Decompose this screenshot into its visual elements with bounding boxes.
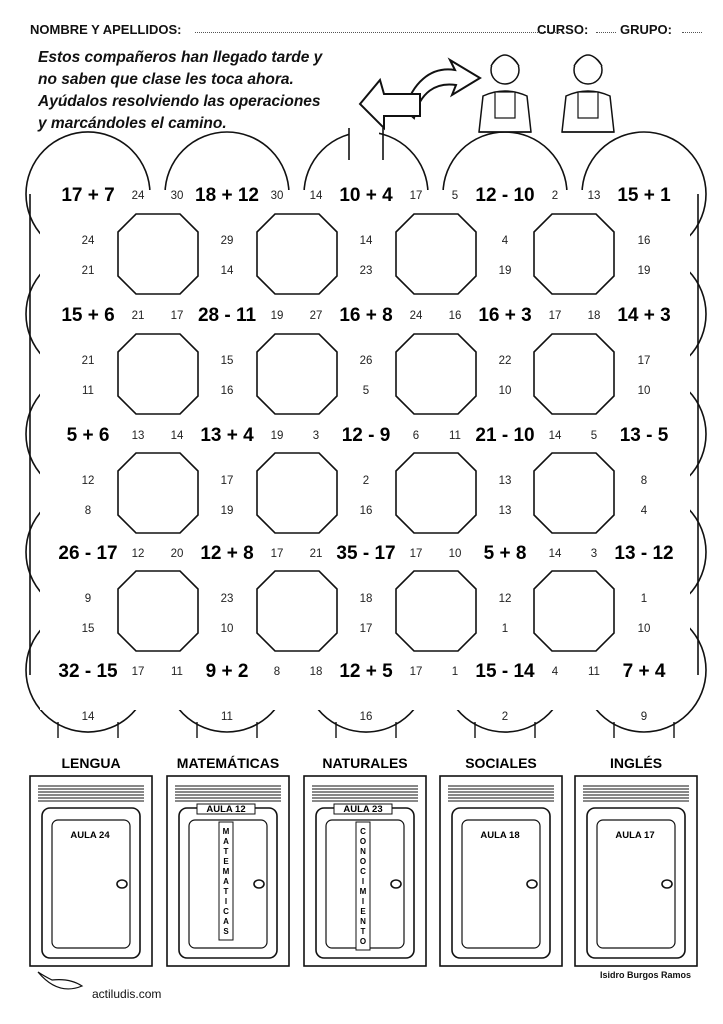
maze-wall — [118, 334, 198, 414]
answer-number: 9 — [84, 593, 92, 605]
vertical-letter: E — [223, 857, 229, 866]
vertical-letter: A — [223, 917, 229, 926]
answer-number: 9 — [640, 711, 648, 723]
answer-number: 14 — [220, 265, 234, 277]
answer-number: 12 — [81, 475, 95, 487]
answer-number: 5 — [590, 430, 598, 442]
maze-wall — [257, 571, 337, 651]
answer-number: 10 — [220, 623, 234, 635]
vertical-letter: A — [223, 837, 229, 846]
answer-number: 23 — [220, 593, 234, 605]
top-plate-label: AULA 23 — [343, 804, 383, 815]
answer-number: 16 — [448, 310, 462, 322]
operation-label: 12 - 9 — [341, 425, 391, 446]
answer-number: 4 — [501, 235, 509, 247]
group-label: GRUPO: — [620, 22, 672, 37]
door-subject-label: MATEMÁTICAS — [176, 755, 280, 771]
answer-number: 13 — [131, 430, 145, 442]
vertical-letter: I — [361, 877, 365, 886]
vertical-letter: T — [223, 887, 229, 896]
answer-number: 13 — [498, 475, 512, 487]
answer-number: 17 — [359, 623, 373, 635]
answer-number: 17 — [409, 190, 423, 202]
answer-number: 19 — [220, 505, 234, 517]
girl-student-icon — [562, 55, 614, 132]
top-plate-label: AULA 12 — [206, 804, 246, 815]
operation-label: 32 - 15 — [58, 661, 118, 682]
answer-number: 18 — [359, 593, 373, 605]
answer-number: 17 — [409, 548, 423, 560]
answer-number: 5 — [362, 385, 370, 397]
answer-number: 24 — [131, 190, 145, 202]
site-credit: actiludis.com — [92, 987, 162, 1001]
answer-number: 4 — [551, 666, 559, 678]
maze-wall — [534, 334, 614, 414]
answer-number: 19 — [270, 310, 284, 322]
answer-number: 21 — [131, 310, 145, 322]
answer-number: 10 — [448, 548, 462, 560]
maze-wall — [396, 571, 476, 651]
operation-label: 13 - 5 — [619, 425, 669, 446]
door-knob-icon — [117, 880, 127, 888]
answer-number: 2 — [362, 475, 370, 487]
door-room-label: AULA 18 — [480, 830, 520, 841]
answer-number: 12 — [498, 593, 512, 605]
answer-number: 17 — [131, 666, 145, 678]
door-subject-label: NATURALES — [322, 755, 408, 771]
vertical-letter: M — [359, 887, 367, 896]
operation-label: 13 + 4 — [200, 425, 254, 446]
operation-label: 10 + 4 — [339, 185, 393, 206]
answer-number: 29 — [220, 235, 234, 247]
answer-number: 14 — [359, 235, 373, 247]
answer-number: 11 — [449, 430, 461, 442]
door-subject-label: LENGUA — [61, 755, 121, 771]
operation-label: 13 - 12 — [614, 543, 674, 564]
maze-wall — [534, 214, 614, 294]
answer-number: 22 — [498, 355, 512, 367]
operation-label: 5 + 8 — [483, 543, 527, 564]
answer-number: 18 — [587, 310, 601, 322]
door-subject-label: SOCIALES — [465, 755, 537, 771]
answer-number: 5 — [451, 190, 459, 202]
operation-label: 35 - 17 — [336, 543, 396, 564]
answer-number: 15 — [81, 623, 95, 635]
answer-number: 16 — [220, 385, 234, 397]
answer-number: 2 — [501, 711, 509, 723]
instruction-line: Ayúdalos resolviendo las operaciones — [38, 93, 321, 110]
answer-number: 8 — [84, 505, 92, 517]
answer-number: 10 — [637, 623, 651, 635]
answer-number: 17 — [637, 355, 651, 367]
door-subject-label: INGLÉS — [609, 755, 663, 771]
instruction-line: Estos compañeros han llegado tarde y — [38, 49, 323, 66]
operation-label: 15 - 14 — [475, 661, 535, 682]
door-knob-icon — [527, 880, 537, 888]
answer-number: 14 — [548, 430, 562, 442]
answer-number: 14 — [309, 190, 323, 202]
answer-number: 16 — [637, 235, 651, 247]
leaf-logo-icon — [38, 972, 82, 989]
answer-number: 11 — [221, 711, 233, 723]
answer-number: 11 — [588, 666, 600, 678]
door-room-label: AULA 17 — [615, 830, 655, 841]
vertical-letter: I — [224, 897, 228, 906]
answer-number: 13 — [587, 190, 601, 202]
vertical-letter: N — [360, 847, 366, 856]
operation-label: 14 + 3 — [617, 305, 671, 326]
door-knob-icon — [391, 880, 401, 888]
answer-number: 30 — [270, 190, 284, 202]
answer-number: 10 — [498, 385, 512, 397]
answer-number: 16 — [359, 505, 373, 517]
vertical-letter: E — [360, 907, 366, 916]
operation-label: 16 + 3 — [478, 305, 532, 326]
name-label: NOMBRE Y APELLIDOS: — [30, 22, 182, 37]
answer-number: 14 — [548, 548, 562, 560]
answer-number: 3 — [312, 430, 320, 442]
vertical-letter: T — [223, 847, 229, 856]
operation-label: 9 + 2 — [205, 661, 249, 682]
answer-number: 11 — [82, 385, 94, 397]
answer-number: 19 — [637, 265, 651, 277]
maze-wall — [257, 453, 337, 533]
answer-number: 1 — [640, 593, 648, 605]
operation-label: 12 - 10 — [475, 185, 535, 206]
vertical-letter: N — [360, 917, 366, 926]
instruction-line: y marcándoles el camino. — [38, 115, 227, 132]
door-knob-icon — [662, 880, 672, 888]
answer-number: 24 — [81, 235, 95, 247]
vertical-letter: C — [360, 867, 366, 876]
answer-number: 2 — [551, 190, 559, 202]
answer-number: 19 — [498, 265, 512, 277]
maze-wall — [257, 334, 337, 414]
answer-number: 10 — [637, 385, 651, 397]
operation-label: 12 + 5 — [339, 661, 393, 682]
operation-label: 28 - 11 — [197, 305, 257, 326]
operation-label: 21 - 10 — [475, 425, 535, 446]
answer-number: 17 — [548, 310, 562, 322]
answer-number: 26 — [359, 355, 373, 367]
arrow-head-icon — [360, 80, 420, 128]
maze-wall — [118, 571, 198, 651]
boy-student-icon — [479, 55, 531, 132]
answer-number: 12 — [131, 548, 145, 560]
vertical-letter: M — [222, 867, 230, 876]
answer-number: 16 — [359, 711, 373, 723]
maze-wall — [534, 571, 614, 651]
vertical-letter: C — [360, 827, 366, 836]
answer-number: 14 — [81, 711, 95, 723]
answer-number: 4 — [640, 505, 648, 517]
answer-number: 21 — [309, 548, 323, 560]
operation-label: 12 + 8 — [200, 543, 254, 564]
answer-number: 24 — [409, 310, 423, 322]
answer-number: 15 — [220, 355, 234, 367]
answer-number: 8 — [273, 666, 281, 678]
entrance-gap — [349, 128, 379, 168]
vertical-letter: T — [360, 927, 366, 936]
door-room-label: AULA 24 — [70, 830, 110, 841]
answer-number: 17 — [170, 310, 184, 322]
vertical-letter: S — [223, 927, 229, 936]
operation-label: 18 + 12 — [195, 185, 259, 206]
maze-wall — [396, 334, 476, 414]
answer-number: 3 — [590, 548, 598, 560]
vertical-letter: O — [359, 837, 367, 846]
vertical-letter: M — [222, 827, 230, 836]
operation-label: 15 + 1 — [617, 185, 671, 206]
answer-number: 17 — [409, 666, 423, 678]
answer-number: 23 — [359, 265, 373, 277]
answer-number: 13 — [498, 505, 512, 517]
answer-number: 17 — [220, 475, 234, 487]
operation-label: 15 + 6 — [61, 305, 115, 326]
answer-number: 19 — [270, 430, 284, 442]
answer-number: 1 — [501, 623, 509, 635]
door-knob-icon — [254, 880, 264, 888]
operation-label: 5 + 6 — [66, 425, 110, 446]
answer-number: 1 — [451, 666, 459, 678]
answer-number: 20 — [170, 548, 184, 560]
maze-wall — [396, 453, 476, 533]
answer-number: 27 — [309, 310, 323, 322]
operation-label: 17 + 7 — [61, 185, 115, 206]
answer-number: 14 — [170, 430, 184, 442]
course-label: CURSO: — [537, 22, 589, 37]
answer-number: 8 — [640, 475, 648, 487]
answer-number: 6 — [412, 430, 420, 442]
operation-label: 26 - 17 — [58, 543, 118, 564]
operation-label: 16 + 8 — [339, 305, 393, 326]
answer-number: 18 — [309, 666, 323, 678]
maze-wall — [534, 453, 614, 533]
vertical-letter: C — [223, 907, 229, 916]
vertical-letter: I — [361, 897, 365, 906]
maze-wall — [118, 214, 198, 294]
answer-number: 21 — [81, 355, 95, 367]
answer-number: 17 — [270, 548, 284, 560]
maze-wall — [118, 453, 198, 533]
answer-number: 11 — [171, 666, 183, 678]
answer-number: 30 — [170, 190, 184, 202]
instruction-line: no saben que clase les toca ahora. — [38, 71, 294, 88]
maze-wall — [257, 214, 337, 294]
operation-label: 7 + 4 — [622, 661, 666, 682]
vertical-letter: O — [359, 857, 367, 866]
author-credit: Isidro Burgos Ramos — [600, 970, 692, 980]
vertical-letter: A — [223, 877, 229, 886]
vertical-letter: O — [359, 937, 367, 946]
maze-wall — [396, 214, 476, 294]
answer-number: 21 — [81, 265, 95, 277]
